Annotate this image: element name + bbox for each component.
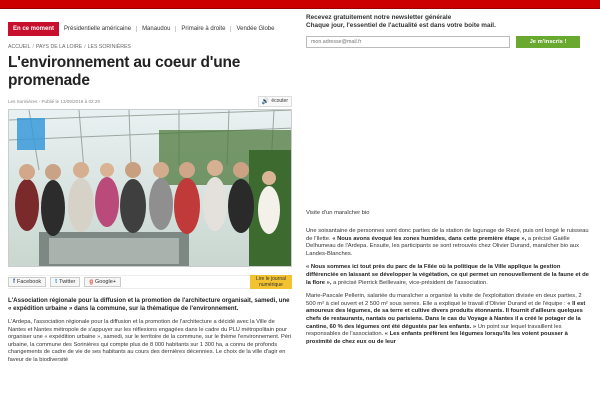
trending-link-vendee-globe[interactable]: Vendée Globe	[236, 26, 275, 32]
listen-label: écouter	[271, 98, 288, 104]
article-lead: L'Association régionale pour la diffusion et la promotion de l'architecture organisait, samedi, une « expédition urbaine » dans la commune, sur la thématique de l'environnement.	[8, 297, 290, 312]
facebook-icon: f	[13, 279, 15, 285]
twitter-label: Twitter	[59, 279, 76, 285]
newsletter-subscribe-button[interactable]: Je m'inscris !	[516, 36, 580, 48]
trending-link-presidentielle[interactable]: Présidentielle américaine	[59, 26, 137, 32]
breadcrumb	[8, 44, 292, 50]
twitter-share-button[interactable]	[50, 277, 80, 287]
newsletter-box	[306, 14, 594, 48]
article-body: L'Ardepa, l'association régionale pour la diffusion et la promotion de l'architecture a décidé avec la Ville de Nantes et Nantes métropole de s'appuyer sur les réflexions engagées dans le cadre du PLU métropolitain pour organiser une « expédition urbaine », samedi, sur le territoire de la commune, sur le thème l'environnement. Péri urbaine, la commune des Sorinières qui compte plus de 8 000 habitants sur 1 300 ha, a connu de profonds changements de cadre de vie de ses habitants au cours des dernières décennies. Le choix de la ville d'agir en faveur de la biodiversité	[8, 319, 292, 363]
quote: « Il est amoureux des légumes, de sa terre et cultive divers produits étonnants. Il fournit d'ailleurs quelques chefs de restaurants, nantais ou parisiens. Dans le cas du Voyage à Nantes il a créé le potager de la cantine, 60 % des légumes ont été dégustés par les enfants. »	[306, 300, 586, 330]
journal-label-line2: numérique	[259, 282, 283, 288]
journal-label-line1: Lire le journal	[255, 276, 286, 282]
trending-badge: En ce moment	[8, 22, 59, 36]
breadcrumb-separator: /	[84, 44, 86, 50]
share-bar	[8, 275, 292, 289]
article-meta: Les Sorinières - Publié le 13/09/2016 à 02:29	[8, 98, 100, 104]
facebook-share-button[interactable]	[8, 277, 46, 287]
text-run: a précisé Gaëlle Delhumeau de l'Ardepa. Ensuite, les participants se sont retrouvés chez Olivier Durand, maraîcher bio aux Landes-Blanches.	[306, 235, 580, 257]
article-meta-row	[8, 96, 292, 106]
google-plus-icon: g	[89, 279, 94, 285]
breadcrumb-region[interactable]: PAYS DE LA LOIRE	[35, 44, 83, 50]
google-plus-share-button[interactable]	[84, 277, 121, 287]
trending-link-manaudou[interactable]: Manaudou	[137, 26, 176, 32]
quote: « Nous sommes ici tout près du parc de la Filée où la politique de la Ville applique la gestion différenciée en laissant se développer la végétation, ce qui permet un renouvellement de la faune et de la flore »,	[306, 264, 589, 286]
quote: « Nous avons évoqué les zones humides, dans cette première étape »,	[332, 235, 527, 242]
twitter-icon: t	[55, 279, 58, 285]
newsletter-line1: Recevez gratuitement notre newsletter générale	[306, 14, 452, 21]
newsletter-email-input[interactable]	[306, 36, 510, 48]
article-continuation	[306, 228, 592, 352]
text-run: Une soixantaine de personnes sont donc parties de la station de lagunage de Rezé, puis ont longé le ruisseau de l'Ilette.	[306, 228, 589, 242]
facebook-label: Facebook	[17, 279, 42, 285]
article-photo	[8, 109, 292, 267]
breadcrumb-city[interactable]: LES SORINIÈRES	[87, 44, 131, 50]
article-title: L'environnement au coeur d'une promenade	[8, 54, 241, 89]
quote: « Les enfants préfèrent les légumes lorsqu'ils les voient pousser à proximité de chez eux ou de leur	[306, 331, 568, 345]
site-header-bar	[0, 0, 600, 9]
photo-caption: Visite d'un maraîcher bio	[306, 210, 370, 216]
newsletter-line2: Chaque jour, l'essentiel de l'actualité est dans votre boite mail.	[306, 22, 496, 29]
breadcrumb-separator: /	[32, 44, 34, 50]
article-column	[8, 22, 292, 365]
text-run: Marie-Pascale Pellerin, salariée du maraîcher a organisé la visite de l'exploitation divisée en deux parties, 2 500 m² à ciel ouvert et 2 500 m² sous serres. Elle a expliqué le travail d'Olivier Durand et de l'équipe :	[306, 293, 582, 307]
text-run: Un point sur lequel travaillent les responsables de l'association.	[306, 323, 562, 338]
digital-newspaper-button[interactable]	[250, 275, 292, 289]
google-plus-label: Google+	[95, 279, 116, 285]
newsletter-title	[306, 14, 594, 30]
speaker-icon: 🔊	[261, 98, 270, 105]
trending-link-primaire[interactable]: Primaire à droite	[176, 26, 231, 32]
breadcrumb-home[interactable]: ACCUEIL	[8, 44, 31, 50]
trending-nav	[8, 22, 292, 36]
paragraph	[306, 228, 592, 258]
paragraph	[306, 293, 592, 346]
listen-button[interactable]	[258, 96, 292, 107]
greenhouse-photo-illustration	[9, 110, 292, 267]
newsletter-form	[306, 36, 594, 48]
text-run: a précisé Pierrick Beillevaire, vice-président de l'association.	[333, 279, 488, 286]
paragraph	[306, 264, 592, 287]
